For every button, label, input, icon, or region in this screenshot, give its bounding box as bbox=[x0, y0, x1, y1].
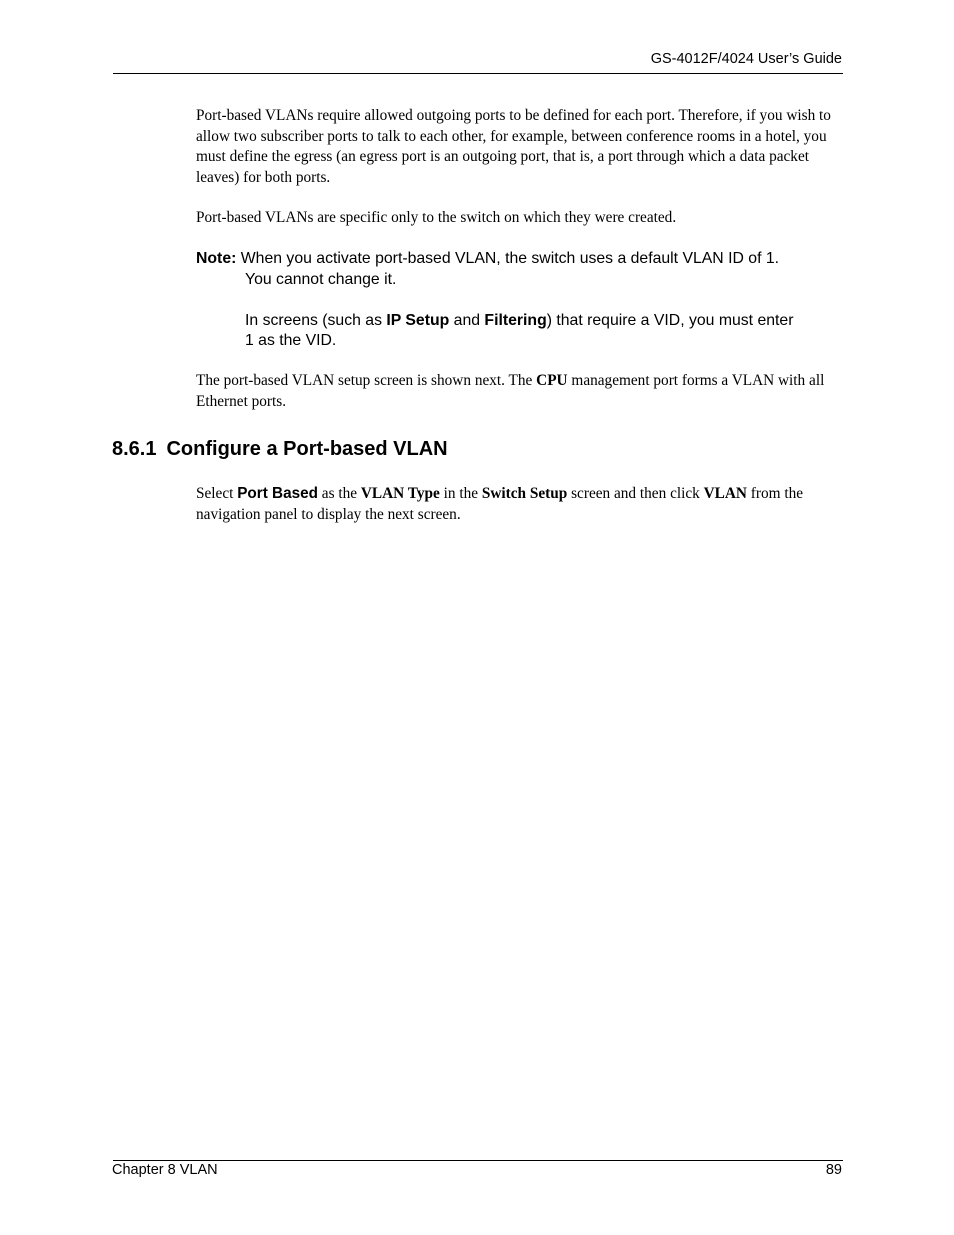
vlan-term: VLAN bbox=[703, 485, 747, 502]
para4-then-click: screen and then click bbox=[567, 485, 704, 502]
footer-chapter: Chapter 8 VLAN bbox=[112, 1162, 218, 1178]
note-label: Note: bbox=[196, 250, 237, 267]
note-line-1 bbox=[196, 249, 846, 270]
section-title: Configure a Port-based VLAN bbox=[166, 438, 448, 460]
running-header: GS-4012F/4024 User’s Guide bbox=[650, 51, 842, 67]
para4-as-the: as the bbox=[317, 485, 361, 502]
vlan-type-term: VLAN Type bbox=[360, 485, 440, 502]
section-number: 8.6.1 bbox=[112, 438, 157, 460]
para3-text-post: management port forms a VLAN with all Ethernet ports. bbox=[196, 372, 825, 410]
ip-setup-term: IP Setup bbox=[386, 311, 450, 329]
para3-text-pre: The port-based VLAN setup screen is shown next. The bbox=[196, 372, 537, 389]
port-based-term: Port Based bbox=[237, 485, 318, 502]
note-text-2-pre: In screens (such as bbox=[245, 311, 387, 329]
paragraph-instructions bbox=[196, 484, 846, 525]
page-number: 89 bbox=[825, 1162, 842, 1178]
para4-post: from the navigation panel to display the next screen. bbox=[196, 485, 804, 523]
section-heading bbox=[112, 437, 448, 461]
note-line-2 bbox=[196, 311, 846, 332]
cpu-term: CPU bbox=[536, 372, 568, 389]
note-text-2-and: and bbox=[449, 311, 485, 329]
note-spacer bbox=[196, 290, 846, 311]
paragraph-egress: Port-based VLANs require allowed outgoing ports to be defined for each port. Therefore, if you wish to allow two subscriber ports to talk to each other, for example, between conference rooms in a hotel, you must define the egress (an egress port is an outgoing port, that is, a port through which a data packet leaves) for both ports. bbox=[196, 107, 831, 186]
note-text-2b: 1 as the VID. bbox=[245, 332, 337, 349]
note-text-1b: You cannot change it. bbox=[245, 270, 397, 288]
filtering-term: Filtering bbox=[484, 311, 547, 329]
switch-setup-term: Switch Setup bbox=[481, 485, 568, 502]
paragraph-switch-specific: Port-based VLANs are specific only to the switch on which they were created. bbox=[196, 209, 677, 226]
para4-select: Select bbox=[196, 485, 238, 502]
note-text-1a: When you activate port-based VLAN, the switch uses a default VLAN ID of 1. bbox=[240, 250, 780, 267]
paragraph-cpu-port bbox=[196, 371, 846, 412]
note-text-2-post: ) that require a VID, you must enter bbox=[546, 311, 794, 329]
note-block bbox=[196, 249, 846, 352]
para4-in-the: in the bbox=[439, 485, 482, 502]
header-divider bbox=[113, 73, 843, 74]
footer-divider bbox=[113, 1160, 843, 1161]
